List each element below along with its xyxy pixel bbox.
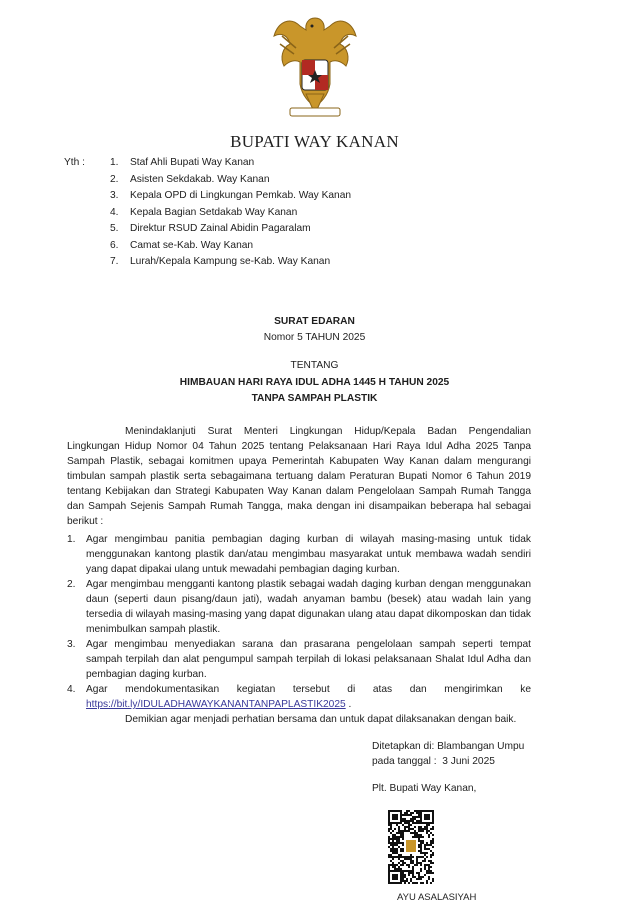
recipient-number: 5.	[110, 223, 119, 234]
circular-subject-line-1: HIMBAUAN HARI RAYA IDUL ADHA 1445 H TAHUN 2025	[179, 377, 450, 388]
circular-about: TENTANG	[290, 360, 339, 371]
recipient-name: Lurah/Kepala Kampung se-Kab. Way Kanan	[130, 256, 331, 267]
recipient-name: Staf Ahli Bupati Way Kanan	[130, 157, 255, 168]
recipient-number: 4.	[110, 206, 119, 218]
item-text: Agar mendokumentasikan kegiatan tersebut di atas dan mengirimkan ke	[86, 684, 531, 695]
item-number: 2.	[67, 579, 76, 590]
addressee-label: Yth :	[64, 157, 85, 168]
signature-place: Ditetapkan di: Blambangan Umpu	[372, 741, 525, 752]
item-text: Agar mengimbau panitia pembagian daging kurban di wilayah masing-masing untuk tidak menggunakan kantong plastik dan/atau mengimbau masyarakat untuk membawa wadah sendiri yang dapat dipakai ulang untuk mewadahi pembagian daging kurban.	[86, 534, 531, 575]
item-number: 4.	[67, 684, 76, 695]
instruction-item	[67, 577, 531, 637]
signature-block	[372, 739, 531, 905]
instruction-item	[67, 637, 531, 682]
recipient-item	[110, 207, 297, 218]
letter-title: BUPATI WAY KANAN	[230, 132, 399, 151]
recipient-name: Direktur RSUD Zainal Abidin Pagaralam	[130, 223, 311, 234]
closing-paragraph: Demikian agar menjadi perhatian bersama dan untuk dapat dilaksanakan dengan baik.	[125, 714, 517, 725]
circular-number: Nomor 5 TAHUN 2025	[263, 332, 366, 343]
item-number: 1.	[67, 534, 76, 545]
recipient-name: Kepala Bagian Setdakab Way Kanan	[130, 206, 298, 218]
item-text: Agar mengimbau mengganti kantong plastik sebagai wadah daging kurban dengan menggunakan daun (seperti daun pisang/daun jati), wadah anyaman bambu (besek) atau wadah lain yang tersedia di wilayah masing-masing yang dapat digunakan ulang atau dapat dikomposkan dan tidak menimbulkan sampah plastik.	[86, 579, 531, 635]
item-number: 3.	[67, 639, 76, 650]
recipient-item	[110, 256, 330, 267]
recipient-number: 7.	[110, 256, 119, 267]
garuda-pancasila-emblem	[272, 14, 358, 118]
recipient-item	[110, 240, 253, 251]
item-text-end: .	[345, 699, 352, 710]
recipient-name: Asisten Sekdakab. Way Kanan	[130, 173, 270, 185]
recipient-number: 1.	[110, 157, 119, 168]
signatory-name: AYU ASALASIYAH	[397, 892, 477, 903]
circular-type: SURAT EDARAN	[274, 316, 355, 327]
recipient-number: 6.	[110, 239, 119, 251]
circular-subject-line-2: TANPA SAMPAH PLASTIK	[251, 393, 378, 404]
qr-code-signature	[388, 810, 434, 884]
recipient-name: Camat se-Kab. Way Kanan	[130, 239, 254, 251]
submission-link[interactable]: https://bit.ly/IDULADHAWAYKANANTANPAPLASTIK2025	[86, 699, 346, 710]
instruction-list	[67, 532, 531, 712]
letter-body	[67, 424, 531, 917]
recipient-number: 3.	[110, 190, 119, 201]
recipient-item	[110, 223, 311, 234]
instruction-item	[67, 532, 531, 577]
signature-position: Plt. Bupati Way Kanan,	[372, 783, 477, 794]
instruction-item	[67, 682, 531, 712]
recipient-name: Kepala OPD di Lingkungan Pemkab. Way Kanan	[130, 190, 352, 201]
item-text: Agar mengimbau menyediakan sarana dan prasarana pengelolaan sampah seperti tempat sampah terpilah dan alat pengumpul sampah terpilah di lokasi pelaksanaan Shalat Idul Adha dan pembagian daging kurban.	[86, 639, 531, 680]
recipient-item	[110, 157, 254, 168]
intro-paragraph: Menindaklanjuti Surat Menteri Lingkungan Hidup/Kepala Badan Pengendalian Lingkungan Hidup Nomor 04 Tahun 2025 tentang Pelaksanaan Hari Raya Idul Adha 2025 Tanpa Sampah Plastik, sebagai komitmen upaya Pemerintah Kabupaten Way Kanan dalam mengurangi timbulan sampah plastik serta sebagaimana tertuang dalam Peraturan Bupati Nomor 6 Tahun 2019 tentang Kebijakan dan Strategi Kabupaten Way Kanan dalam Pengelolaan Sampah Rumah Tangga dan Sampah Sejenis Sampah Rumah Tangga, maka dengan ini disampaikan beberapa hal sebagai berikut :	[67, 426, 531, 527]
recipient-item	[110, 174, 270, 185]
recipient-item	[110, 190, 351, 201]
recipient-number: 2.	[110, 173, 119, 185]
signature-date: pada tanggal : 3 Juni 2025	[372, 756, 495, 767]
